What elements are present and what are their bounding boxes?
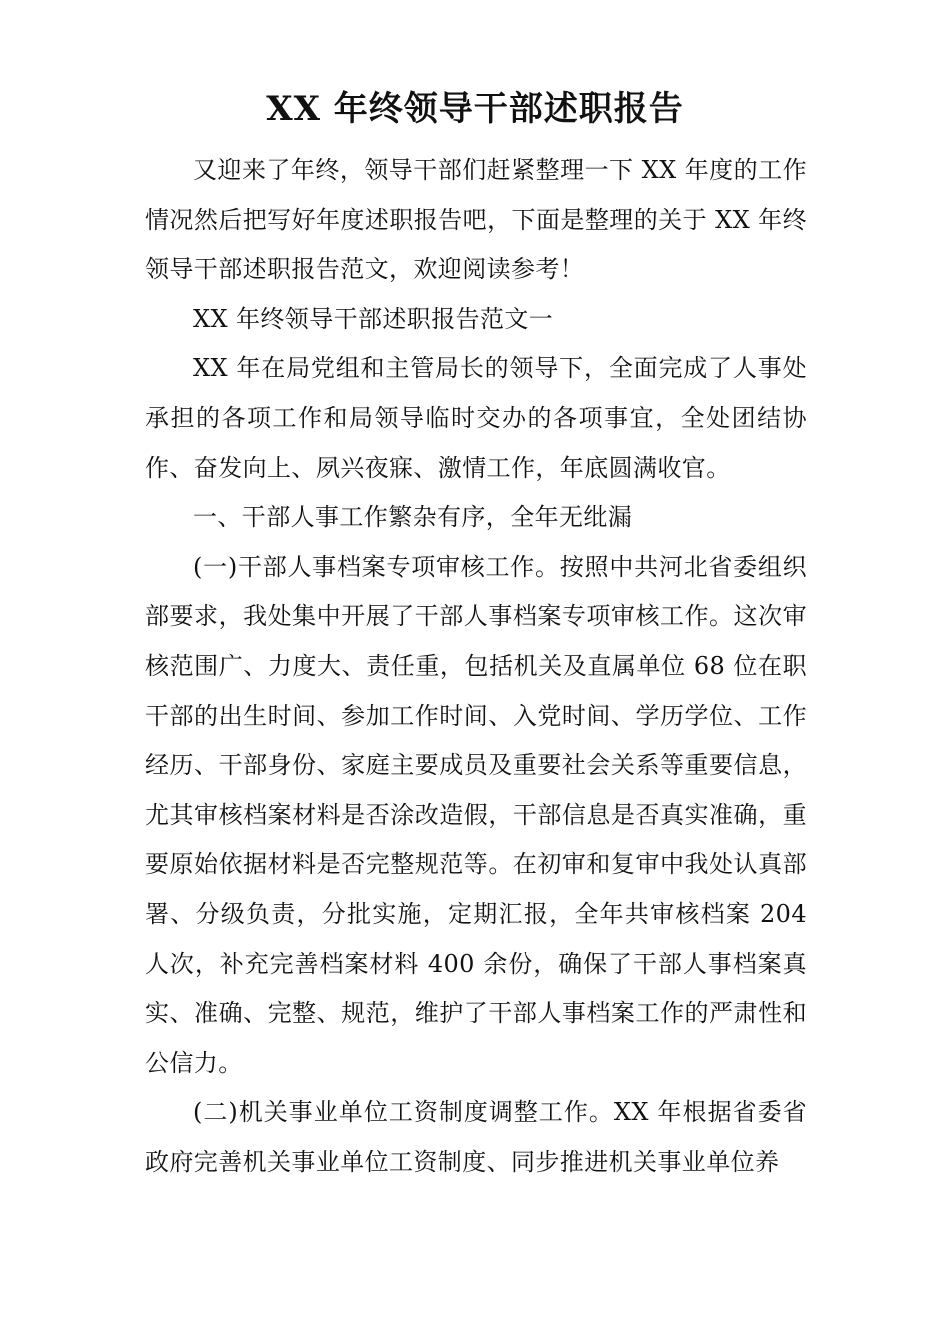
- summary-paragraph: XX 年在局党组和主管局长的领导下，全面完成了人事处承担的各项工作和局领导临时交办的各项事宜，全处团结协作、奋发向上、夙兴夜寐、激情工作，年底圆满收官。: [145, 354, 807, 482]
- salary-reform-paragraph: (二)机关事业单位工资制度调整工作。XX 年根据省委省政府完善机关事业单位工资制度、同步推进机关事业单位养: [145, 1098, 807, 1176]
- section-heading-sample-one: XX 年终领导干部述职报告范文一: [193, 304, 554, 333]
- section-heading-part-one: 一、干部人事工作繁杂有序，全年无纰漏: [193, 503, 633, 532]
- document-body: [145, 146, 807, 1187]
- document-title: XX 年终领导干部述职报告: [266, 89, 684, 129]
- intro-paragraph: 又迎来了年终，领导干部们赶紧整理一下 XX 年度的工作情况然后把写好年度述职报告吧，下面是整理的关于 XX 年终领导干部述职报告范文，欢迎阅读参考！: [145, 156, 807, 284]
- archive-review-paragraph: (一)干部人事档案专项审核工作。按照中共河北省委组织部要求，我处集中开展了干部人事档案专项审核工作。这次审核范围广、力度大、责任重，包括机关及直属单位 68 位在职干部的出生时间、参加工作时间、入党时间、学历学位、工作经历、干部身份、家庭主要成员及重要社会关系等重要信息，尤其审核档案材料是否涂改造假，干部信息是否真实准确，重要原始依据材料是否完整规范等。在初审和复审中我处认真部署、分级负责，分批实施，定期汇报，全年共审核档案 204 人次，补充完善档案材料 400 余份，确保了干部人事档案真实、准确、完整、规范，维护了干部人事档案工作的严肃性和公信力。: [145, 552, 807, 1077]
